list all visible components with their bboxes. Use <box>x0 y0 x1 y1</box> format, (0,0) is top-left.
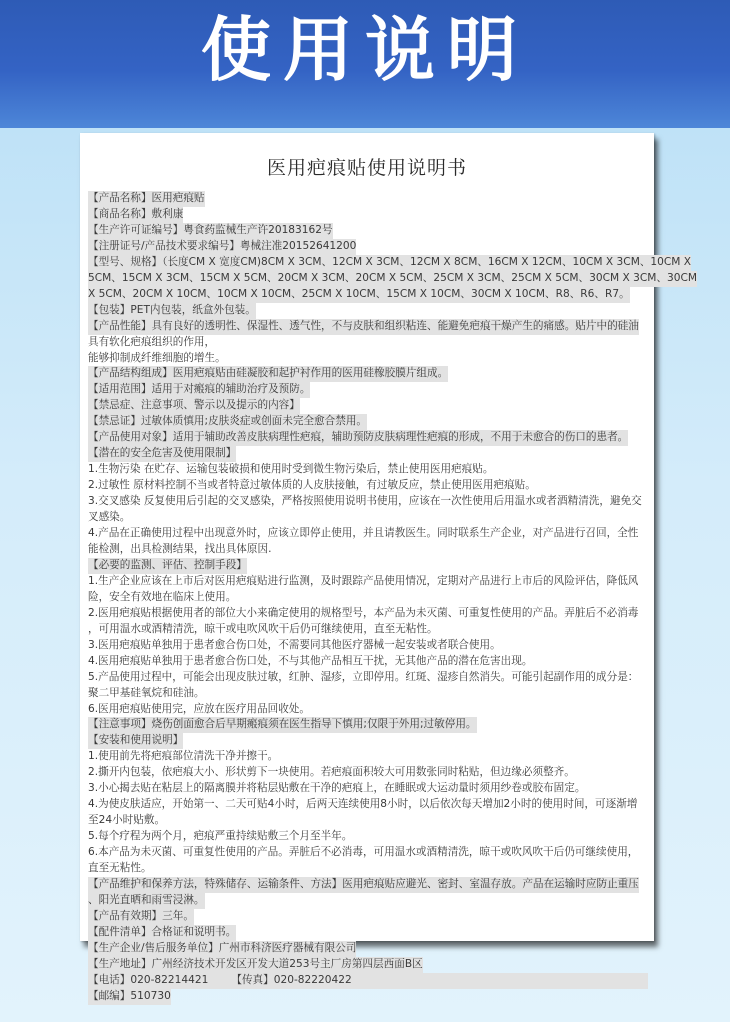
document-line: 【禁忌证】过敏体质慎用;皮肤炎症或创面未完全愈合禁用。 <box>88 414 367 430</box>
document-line: 能检测，出具检测结果，找出具体原因. <box>88 542 272 555</box>
document-line: 【安装和使用说明】 <box>88 733 183 749</box>
document-line: 能够抑制成纤维细胞的增生。 <box>88 351 226 364</box>
document-line: 【包装】PET内包装，纸盒外包装。 <box>88 303 256 319</box>
document-line: 2.医用疤痕贴根据使用者的部位大小来确定使用的规格型号，本产品为未灭菌、可重复性使用的产品。弄脏后不必消毒 <box>88 606 639 619</box>
document-line: 2.撕开内包装，依疤痕大小、形状剪下一块使用。若疤痕面积较大可用数张同时粘贴，但边缘必须整齐。 <box>88 766 575 779</box>
document-line: 【注意事项】烧伤创面愈合后早期瘢痕须在医生指导下慎用;仅限于外用;过敏停用。 <box>88 717 477 733</box>
document-line: X 5CM、20CM X 10CM、10CM X 10CM、25CM X 10CM、15CM X 10CM、30CM X 10CM、R8、R6、R7。 <box>88 287 630 303</box>
document-line: 4.医用疤痕贴单独用于患者愈合伤口处，不与其他产品相互干扰，无其他产品的潜在危害出现。 <box>88 654 533 667</box>
document-line: 1.生物污染 在贮存、运输包装破损和使用时受到微生物污染后，禁止使用医用疤痕贴。 <box>88 463 494 476</box>
document-line: 直至无粘性。 <box>88 862 152 875</box>
document-line: 3.交叉感染 反复使用后引起的交叉感染，严格按照使用说明书使用，应该在一次性使用后用温水或者酒精清洗，避免交 <box>88 495 642 508</box>
document-line: 【生产许可证编号】粤食药监械生产许20183162号 <box>88 223 333 239</box>
document-line: 4.产品在正确使用过程中出现意外时，应该立即停止使用，并且请教医生。同时联系生产企业，对产品进行召回，全性 <box>88 527 639 540</box>
banner-title: 使用说明 <box>201 9 529 91</box>
postcode-text: 【邮编】510730 <box>88 989 171 1005</box>
document-line: 3.小心揭去贴在粘层上的隔离膜并将粘层贴敷在干净的疤痕上，在睡眠或大运动量时须用纱卷或胶布固定。 <box>88 782 586 795</box>
document-line: 【潜在的安全危害及使用限制】 <box>88 446 236 462</box>
document-line: 1.生产企业应该在上市后对医用疤痕贴进行监测，及时跟踪产品使用情况，定期对产品进行上市后的风险评估，降低风 <box>88 574 639 587</box>
document-line: 【商品名称】敷利康 <box>88 207 183 223</box>
document-line: 【禁忌症、注意事项、警示以及提示的内容】 <box>88 398 300 414</box>
header-banner <box>0 0 730 128</box>
document-line: 【产品使用对象】适用于辅助改善皮肤病理性疤痕，辅助预防皮肤病理性疤痕的形成，不用于未愈合的伤口的患者。 <box>88 430 628 446</box>
document-line: 【适用范围】适用于对瘢痕的辅助治疗及预防。 <box>88 382 310 398</box>
document-line: 至24小时贴敷。 <box>88 814 166 827</box>
document-line: 5.产品使用过程中，可能会出现皮肤过敏，红肿、湿疹，立即停用。红斑、湿疹自然消失。可能引起副作用的成分是： <box>88 670 639 683</box>
document-line: 3.医用疤痕贴单独用于患者愈合伤口处，不需要同其他医疗器械一起安装或者联合使用。 <box>88 638 501 651</box>
document-body <box>88 191 698 1005</box>
document-line: 【必要的监测、评估、控制手段】 <box>88 558 247 574</box>
document-line: 叉感染。 <box>88 511 131 524</box>
instruction-sheet <box>80 133 698 1002</box>
document-line: 6.本产品为未灭菌、可重复性使用的产品。弄脏后不必消毒，可用温水或酒精清洗，晾干或吹风吹干后仍可继续使用， <box>88 846 639 859</box>
phone-text: 【电话】020-82214421 <box>88 973 209 986</box>
document-line: 、阳光直晒和雨雪浸淋。 <box>88 893 205 909</box>
document-line: 6.医用疤痕贴使用完，应放在医疗用品回收处。 <box>88 702 310 715</box>
document-line: 【生产地址】广州经济技术开发区开发大道253号主厂房第四层西面B区 <box>88 957 423 973</box>
document-line: 【型号、规格】（长度CM X 宽度CM)8CM X 3CM、12CM X 3CM、12CM X 8CM、16CM X 12CM、10CM X 3CM、10CM X <box>88 255 691 271</box>
document-line: 4.为使皮肤适应，开始第一、二天可贴4小时，后两天连续使用8小时，以后依次每天增加2小时的使用时间，可逐渐增 <box>88 798 638 811</box>
document-line: 【生产企业/售后服务单位】广州市科济医疗器械有限公司 <box>88 941 356 957</box>
document-line: 【配件清单】合格证和说明书。 <box>88 925 236 941</box>
contact-row <box>88 973 648 989</box>
document-line: 1.使用前先将疤痕部位清洗干净并擦干。 <box>88 750 279 763</box>
document-line: 【注册证号/产品技术要求编号】粤械注准20152641200 <box>88 239 356 255</box>
document-line: 【产品名称】医用疤痕贴 <box>88 191 205 207</box>
document-line: 【产品性能】具有良好的透明性、保湿性、透气性，不与皮肤和组织粘连、能避免疤痕干燥产生的痛感。贴片中的硅油 <box>88 319 639 335</box>
document-title: 医用疤痕贴使用说明书 <box>266 157 467 179</box>
document-line: 5CM、15CM X 3CM、15CM X 5CM、20CM X 3CM、20CM X 5CM、25CM X 3CM、25CM X 5CM、30CM X 3CM、30CM <box>88 271 697 287</box>
document-line: 【产品维护和保养方法，特殊储存、运输条件、方法】医用疤痕贴应避光、密封、室温存放。产品在运输时应防止重压 <box>88 877 639 893</box>
document-line: 【产品结构组成】医用疤痕贴由硅凝胶和起护衬作用的医用硅橡胶膜片组成。 <box>88 366 448 382</box>
document-line: 具有软化疤痕组织的作用， <box>88 335 216 348</box>
document-line: 2.过敏性 原材料控制不当或者特意过敏体质的人皮肤接触，有过敏反应，禁止使用医用疤痕贴。 <box>88 479 536 492</box>
document-line: ，可用温水或酒精清洗，晾干或电吹风吹干后仍可继续使用，直至无粘性。 <box>88 622 438 635</box>
document-line: 聚二甲基硅氧烷和硅油。 <box>88 686 205 699</box>
document-line: 5.每个疗程为两个月，疤痕严重持续贴敷三个月至半年。 <box>88 830 353 843</box>
fax-text: 【传真】020-82220422 <box>231 973 352 986</box>
document-line: 【产品有效期】三年。 <box>88 909 194 925</box>
document-line: 险，安全有效地在临床上使用。 <box>88 590 237 603</box>
